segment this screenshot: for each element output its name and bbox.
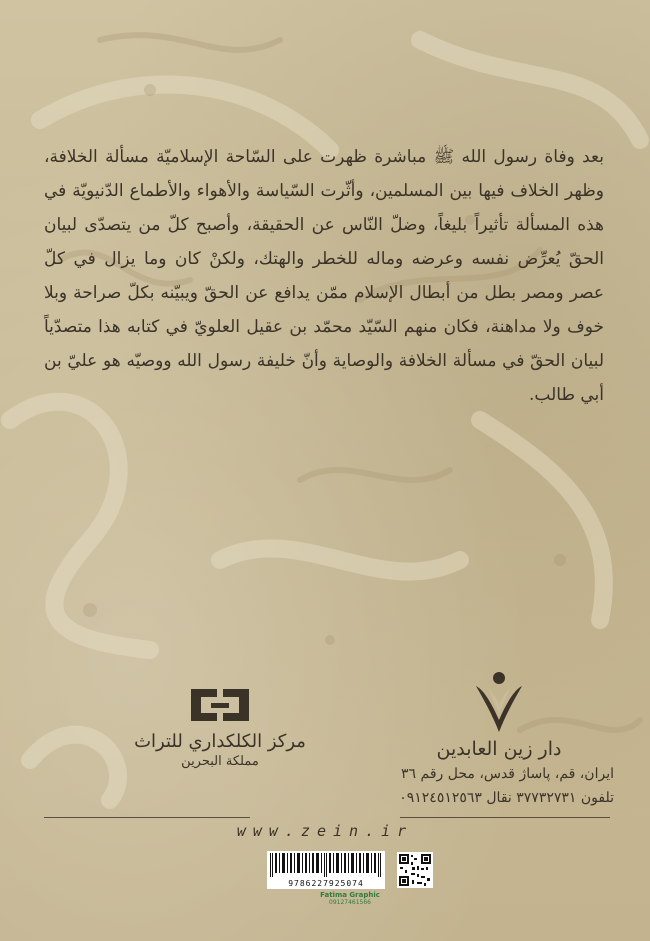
publisher-logo-icon: [470, 670, 528, 736]
divider-left: [44, 817, 250, 818]
publisher-block: [384, 670, 614, 808]
isbn-number: 9786227925074: [288, 879, 364, 888]
heritage-center-logo-icon: [189, 685, 251, 725]
designer-phone: 09127461566: [329, 899, 371, 906]
qr-code-icon: [397, 852, 433, 888]
website-url: www.zein.ir: [236, 822, 414, 840]
isbn-barcode: [267, 851, 385, 889]
publisher-name: دار زين العابدين: [436, 738, 562, 760]
heritage-center-block: [120, 685, 320, 769]
back-cover-blurb: بعد وفاة رسول الله ﷺ مباشرة ظهرت على السّاحة الإسلاميّة مسألة الخلافة، وظهر الخلاف فيها بين المسلمين، وأثّرت السّياسة والأهواء والأطماع الدّنيويّة في هذه المسألة تأثيراً بليغاً، وضلّ النّاس عن الحقيقة، وأصبح كلّ من يتصدّى لبيان الحقّ يُعرِّض نفسه وعرضه وماله للخطر والهتك، ولكنْ كان وما يزال في كلّ عصر ومصر بطل من أبطال الإسلام ممّن يدافع عن الحقّ ويبيّنه بكلّ صراحة وبلا خوف ولا مداهنة، فكان منهم السّيّد محمّد بن عقيل العلويّ في كتابه هذا متصدّياً لبيان الحقّ في مسألة الخلافة والوصاية وأنّ خليفة رسول الله ووصيّه هو عليّ بن أبي طالب.: [44, 147, 604, 405]
publisher-phone: تلفون ٣٧٧٣٢٧٣١ نقال ٠٩١٢٤٥١٢٥٦٣: [399, 790, 614, 806]
designer-credit: [300, 891, 400, 906]
designer-name: Fatima Graphic: [320, 891, 380, 899]
heritage-center-name: مركز الكلكداري للتراث: [134, 731, 306, 752]
heritage-center-subtitle: مملكة البحرين: [181, 754, 259, 769]
divider-right: [400, 817, 610, 818]
barcode-bars: [270, 853, 382, 877]
publisher-address: ايران، قم، پاساژ قدس، محل رقم ٣٦: [401, 766, 614, 782]
